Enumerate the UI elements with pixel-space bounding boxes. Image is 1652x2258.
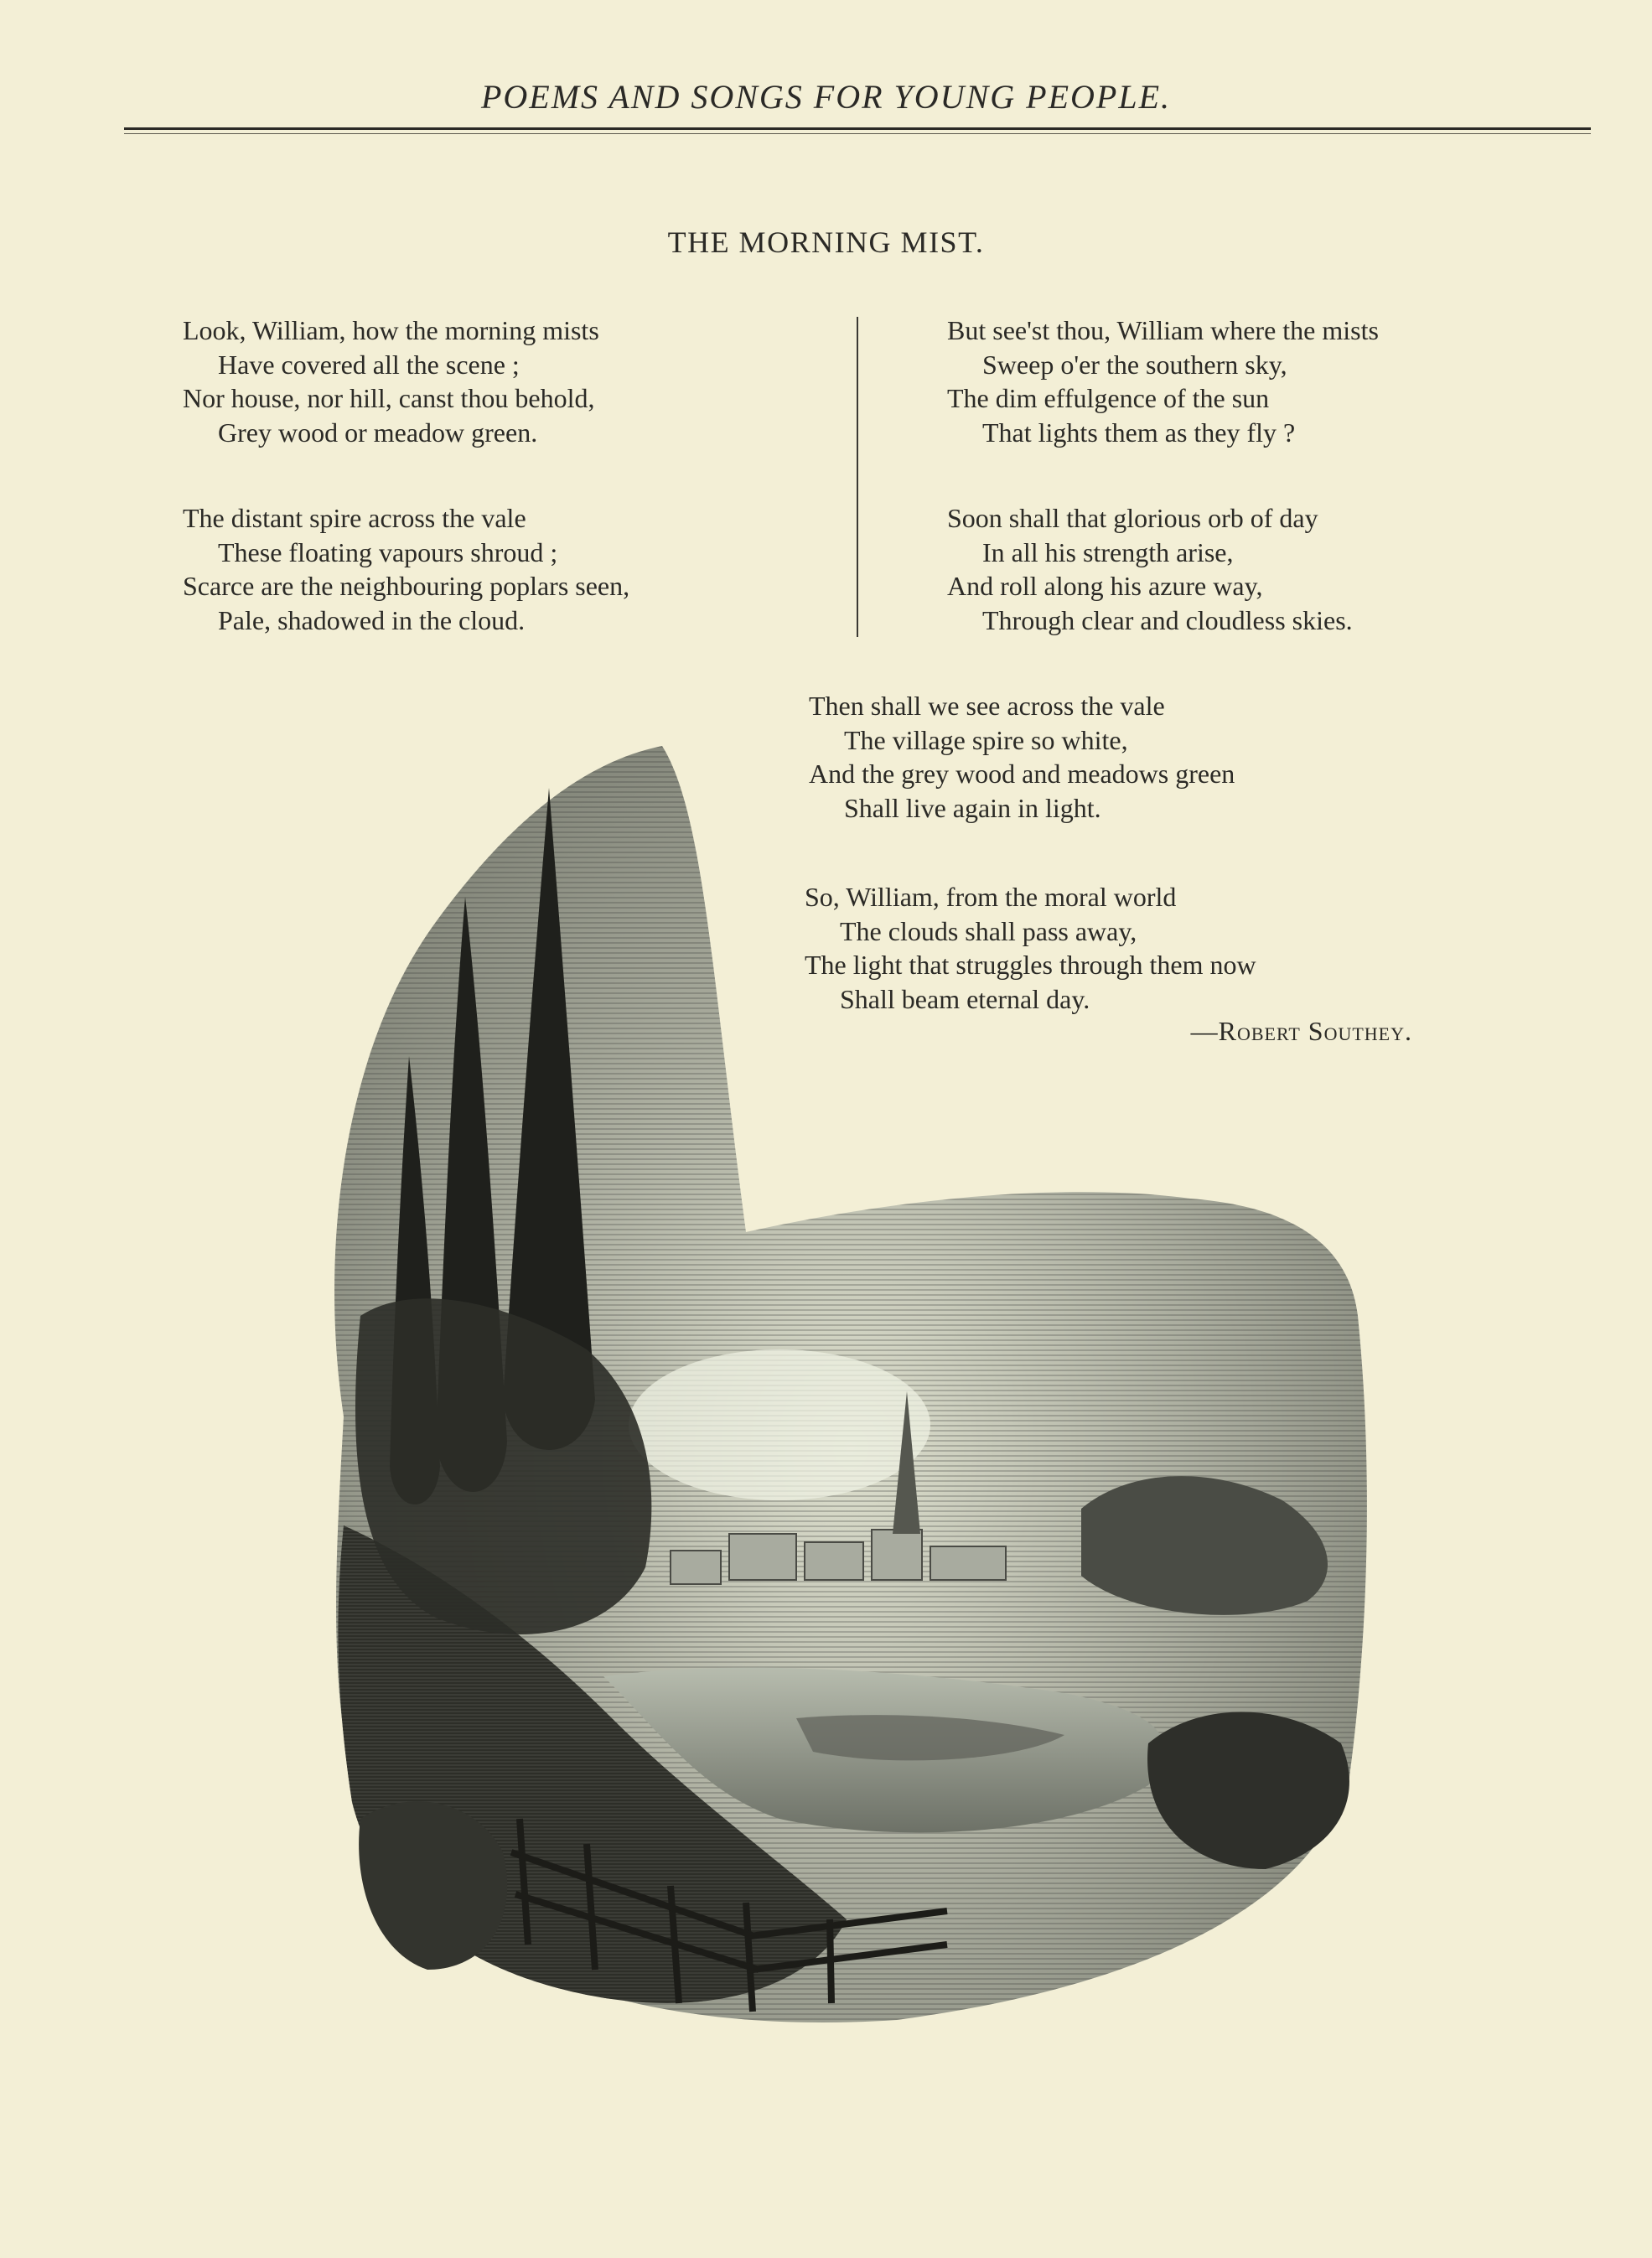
poem-line: The distant spire across the vale [183,503,526,533]
header-rule [124,127,1591,130]
poem-line: That lights them as they fly ? [982,417,1296,448]
stanza-2 [183,501,629,637]
column-divider [857,317,858,637]
poem-line: Nor house, nor hill, canst thou behold, [183,383,595,413]
running-head: POEMS AND SONGS FOR YOUNG PEOPLE. [480,78,1171,116]
poem-line: Grey wood or meadow green. [218,417,538,448]
poem-line: Sweep o'er the southern sky, [982,349,1287,380]
poem-attribution: —Robert Southey. [1190,1016,1412,1046]
poem-line: And the grey wood and meadows green [809,759,1235,789]
poem-line: Shall live again in light. [844,792,1101,823]
header-rule-thin [124,133,1591,134]
stanza-3 [947,313,1379,449]
poem-line: Soon shall that glorious orb of day [947,503,1318,533]
stanza-4 [947,501,1353,637]
poem-line: But see'st thou, William where the mists [947,315,1379,345]
poem-line: Through clear and cloudless skies. [982,604,1353,635]
poem-line: The village spire so white, [844,724,1128,755]
poem-line: Have covered all the scene ; [218,349,520,380]
poem-line: In all his strength arise, [982,536,1234,567]
poem-title: THE MORNING MIST. [667,225,985,259]
poem-line: These floating vapours shroud ; [218,536,558,567]
poem-line: Then shall we see across the vale [809,691,1165,721]
poem-line: The dim effulgence of the sun [947,383,1270,413]
poem-line: Pale, shadowed in the cloud. [218,604,526,635]
landscape-engraving [310,729,1383,2045]
poem-line: The clouds shall pass away, [840,915,1137,946]
poem-line: So, William, from the moral world [805,882,1177,912]
poem-line: Shall beam eternal day. [840,983,1090,1014]
sun-glow [629,1349,930,1500]
poem-line: The light that struggles through them now [805,950,1256,980]
stanza-1 [183,313,599,449]
poem-line: Look, William, how the morning mists [183,315,599,345]
poem-line: Scarce are the neighbouring poplars seen, [183,571,630,601]
poem-line: And roll along his azure way, [947,571,1263,601]
